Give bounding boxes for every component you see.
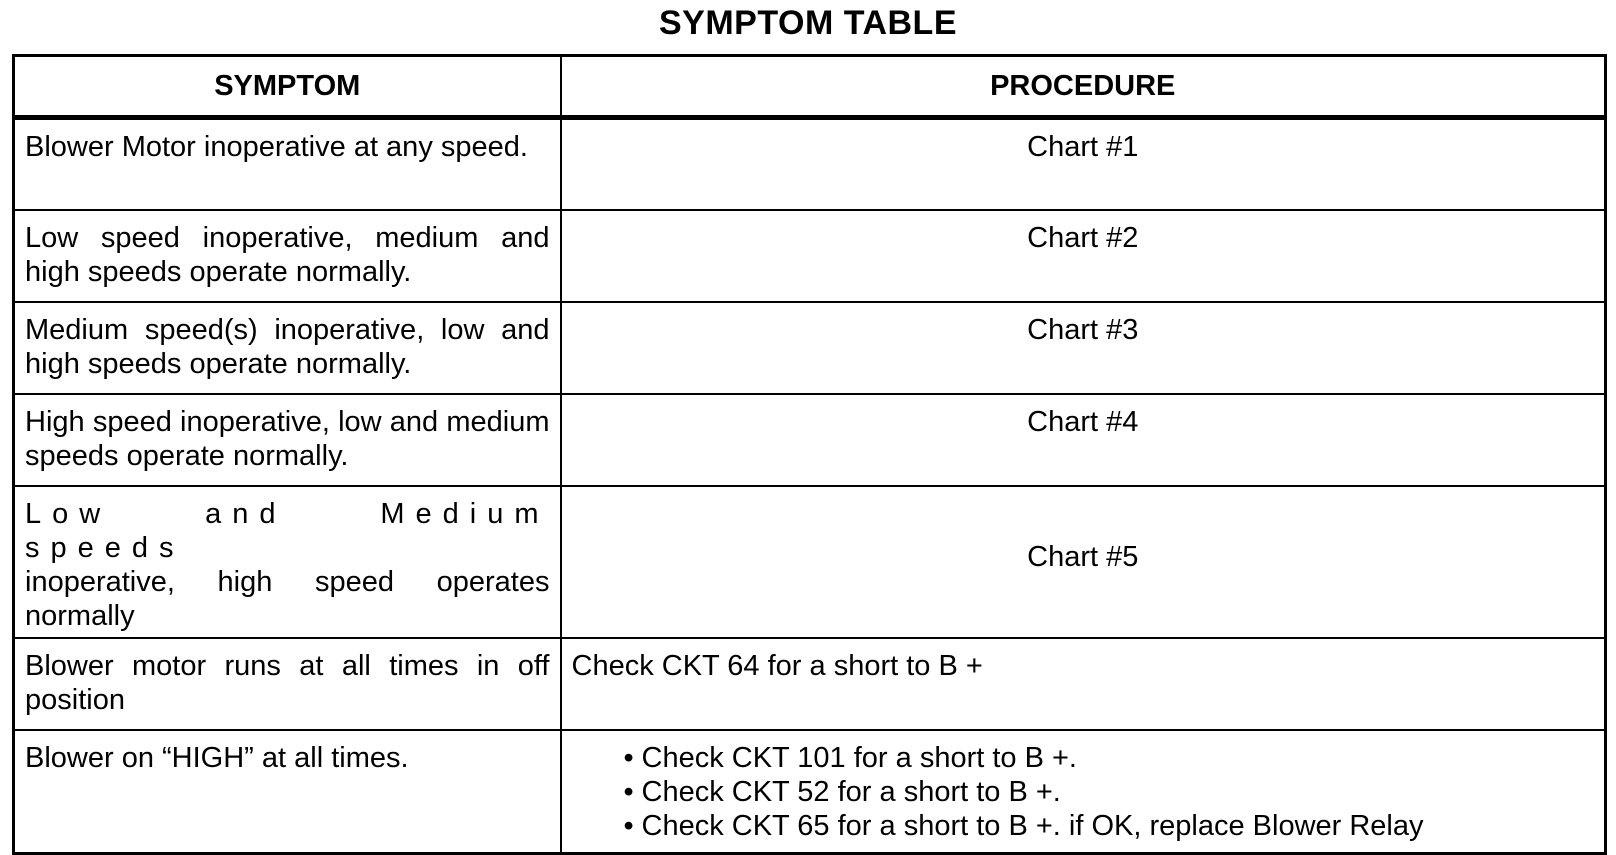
procedure-cell: Chart #4 bbox=[561, 394, 1606, 486]
bullet-text: Check CKT 101 for a short to B +. bbox=[641, 741, 1077, 774]
symptom-cell: Low speed inoperative, medium and high speeds operate normally. bbox=[14, 210, 561, 302]
symptom-table bbox=[12, 54, 1607, 855]
column-header-procedure: PROCEDURE bbox=[561, 56, 1606, 118]
procedure-cell: Chart #1 bbox=[561, 118, 1606, 210]
symptom-line: Low and Medium speeds bbox=[25, 497, 550, 564]
table-row bbox=[14, 486, 1606, 638]
symptom-cell: Blower on “HIGH” at all times. bbox=[14, 730, 561, 854]
procedure-bullet-item bbox=[624, 775, 1595, 809]
symptom-cell: High speed inoperative, low and medium speeds operate normally. bbox=[14, 394, 561, 486]
bullet-icon: • bbox=[623, 741, 634, 774]
procedure-cell: Chart #3 bbox=[561, 302, 1606, 394]
table-row bbox=[14, 210, 1606, 302]
procedure-bullet-item bbox=[624, 741, 1595, 775]
procedure-bullet-item bbox=[624, 809, 1595, 843]
bullet-icon: • bbox=[623, 775, 634, 808]
table-row bbox=[14, 302, 1606, 394]
table-row bbox=[14, 730, 1606, 854]
table-row bbox=[14, 394, 1606, 486]
symptom-line: inoperative, high speed operates normally bbox=[25, 565, 550, 632]
table-header-row bbox=[14, 56, 1606, 118]
table-row bbox=[14, 638, 1606, 730]
symptom-cell bbox=[14, 486, 561, 638]
procedure-cell: Chart #2 bbox=[561, 210, 1606, 302]
procedure-cell bbox=[561, 730, 1606, 854]
symptom-cell: Blower motor runs at all times in off position bbox=[14, 638, 561, 730]
table-row bbox=[14, 118, 1606, 210]
bullet-text: Check CKT 52 for a short to B +. bbox=[641, 775, 1061, 808]
symptom-cell: Medium speed(s) inoperative, low and high speeds operate normally. bbox=[14, 302, 561, 394]
symptom-cell: Blower Motor inoperative at any speed. bbox=[14, 118, 561, 210]
column-header-symptom: SYMPTOM bbox=[14, 56, 561, 118]
procedure-bullet-list bbox=[572, 741, 1595, 843]
procedure-cell: Chart #5 bbox=[561, 486, 1606, 638]
procedure-cell: Check CKT 64 for a short to B + bbox=[561, 638, 1606, 730]
page-title: SYMPTOM TABLE bbox=[658, 4, 958, 42]
bullet-text: Check CKT 65 for a short to B +. if OK, replace Blower Relay bbox=[641, 809, 1424, 842]
bullet-icon: • bbox=[623, 809, 634, 842]
